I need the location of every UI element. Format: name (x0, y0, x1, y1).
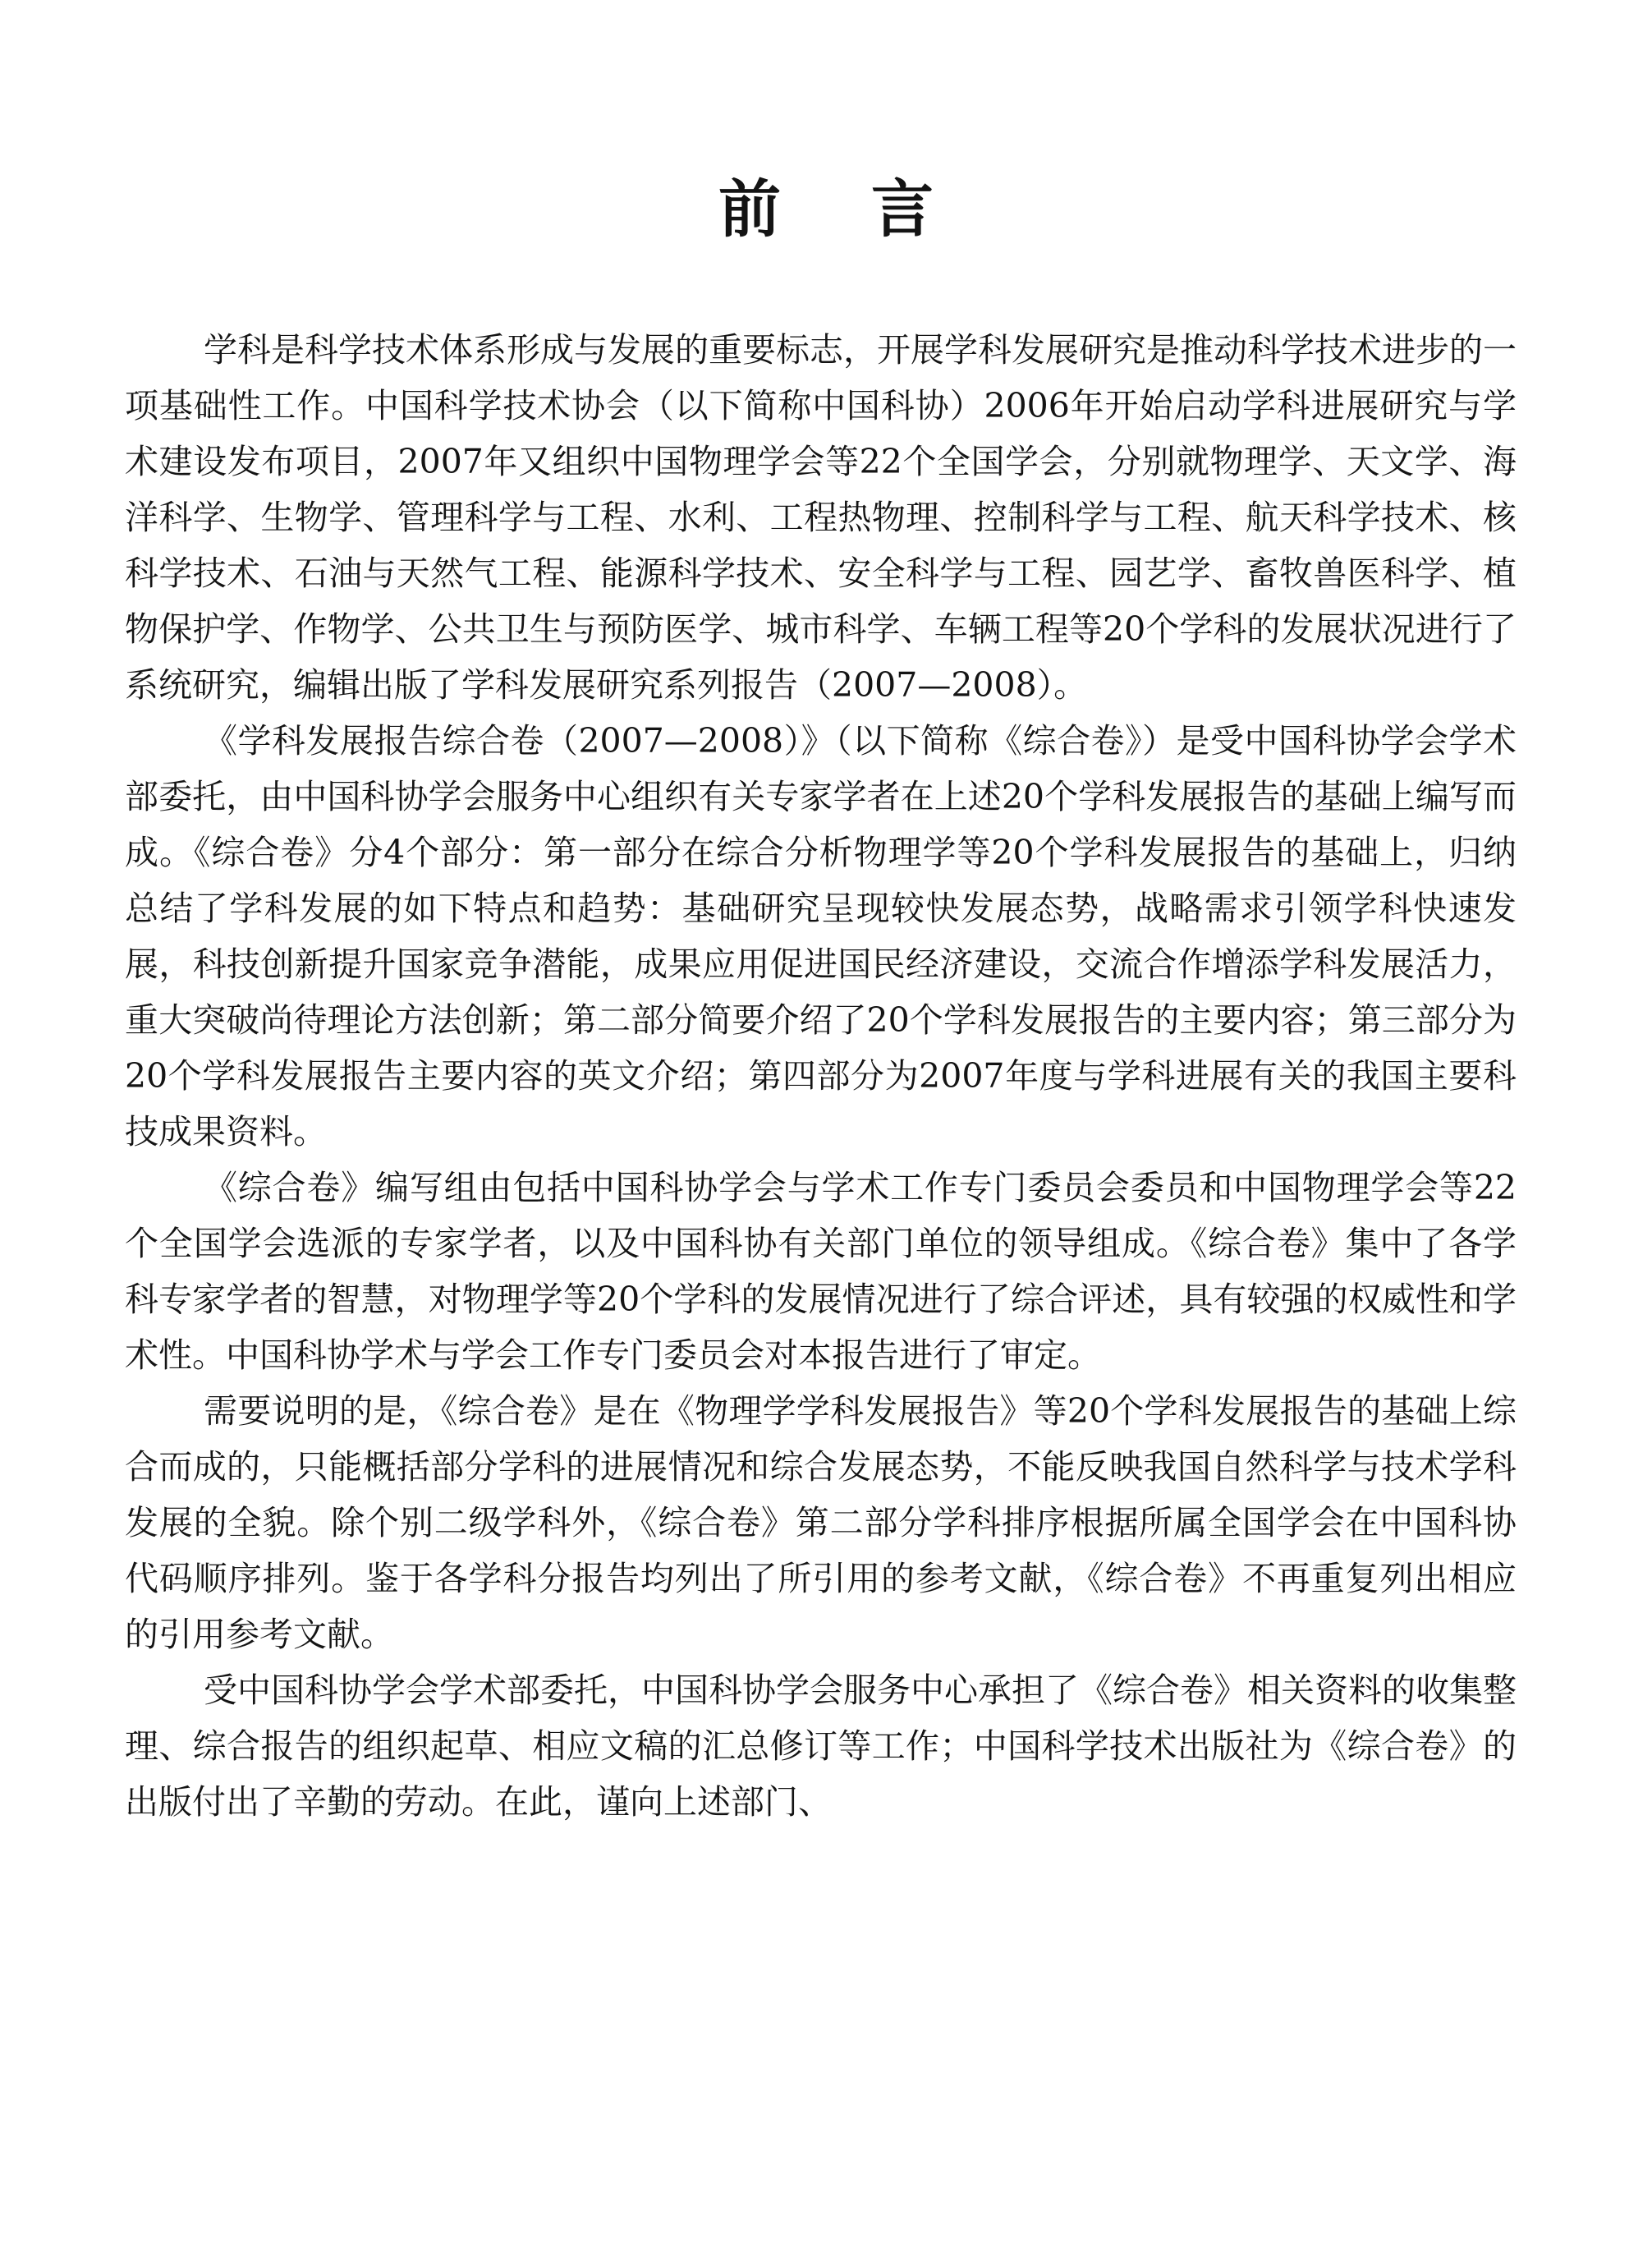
paragraph-1: 学科是科学技术体系形成与发展的重要标志，开展学科发展研究是推动科学技术进步的一项基础性工作。中国科学技术协会（以下简称中国科协）2006年开始启动学科进展研究与学术建设发布项目，2007年又组织中国物理学会等22个全国学会，分别就物理学、天文学、海洋科学、生物学、管理科学与工程、水利、工程热物理、控制科学与工程、航天科学技术、核科学技术、石油与天然气工程、能源科学技术、安全科学与工程、园艺学、畜牧兽医科学、植物保护学、作物学、公共卫生与预防医学、城市科学、车辆工程等20个学科的发展状况进行了系统研究，编辑出版了学科发展研究系列报告（2007—2008）。 (125, 330, 1517, 705)
paragraph-3: 《综合卷》编写组由包括中国科协学会与学术工作专门委员会委员和中国物理学会等22个全国学会选派的专家学者，以及中国科协有关部门单位的领导组成。《综合卷》集中了各学科专家学者的智慧，对物理学等20个学科的发展情况进行了综合评述，具有较强的权威性和学术性。中国科协学术与学会工作专门委员会对本报告进行了审定。 (125, 1168, 1517, 1375)
paragraph-5: 受中国科协学会学术部委托，中国科协学会服务中心承担了《综合卷》相关资料的收集整理、综合报告的组织起草、相应文稿的汇总修订等工作；中国科学技术出版社为《综合卷》的出版付出了辛勤的劳动。在此，谨向上述部门、 (125, 1670, 1517, 1822)
body-text (125, 322, 1517, 1830)
paragraph-2: 《学科发展报告综合卷（2007—2008）》（以下简称《综合卷》）是受中国科协学会学术部委托，由中国科协学会服务中心组织有关专家学者在上述20个学科发展报告的基础上编写而成。《综合卷》分4个部分：第一部分在综合分析物理学等20个学科发展报告的基础上，归纳总结了学科发展的如下特点和趋势：基础研究呈现较快发展态势，战略需求引领学科快速发展，科技创新提升国家竞争潜能，成果应用促进国民经济建设，交流合作增添学科发展活力，重大突破尚待理论方法创新；第二部分简要介绍了20个学科发展报告的主要内容；第三部分为20个学科发展报告主要内容的英文介绍；第四部分为2007年度与学科进展有关的我国主要科技成果资料。 (125, 721, 1517, 1151)
page-title: 前言 (718, 172, 1024, 246)
paragraph-4: 需要说明的是，《综合卷》是在《物理学学科发展报告》等20个学科发展报告的基础上综合而成的，只能概括部分学科的进展情况和综合发展态势，不能反映我国自然科学与技术学科发展的全貌。除个别二级学科外，《综合卷》第二部分学科排序根据所属全国学会在中国科协代码顺序排列。鉴于各学科分报告均列出了所引用的参考文献，《综合卷》不再重复列出相应的引用参考文献。 (125, 1391, 1517, 1654)
